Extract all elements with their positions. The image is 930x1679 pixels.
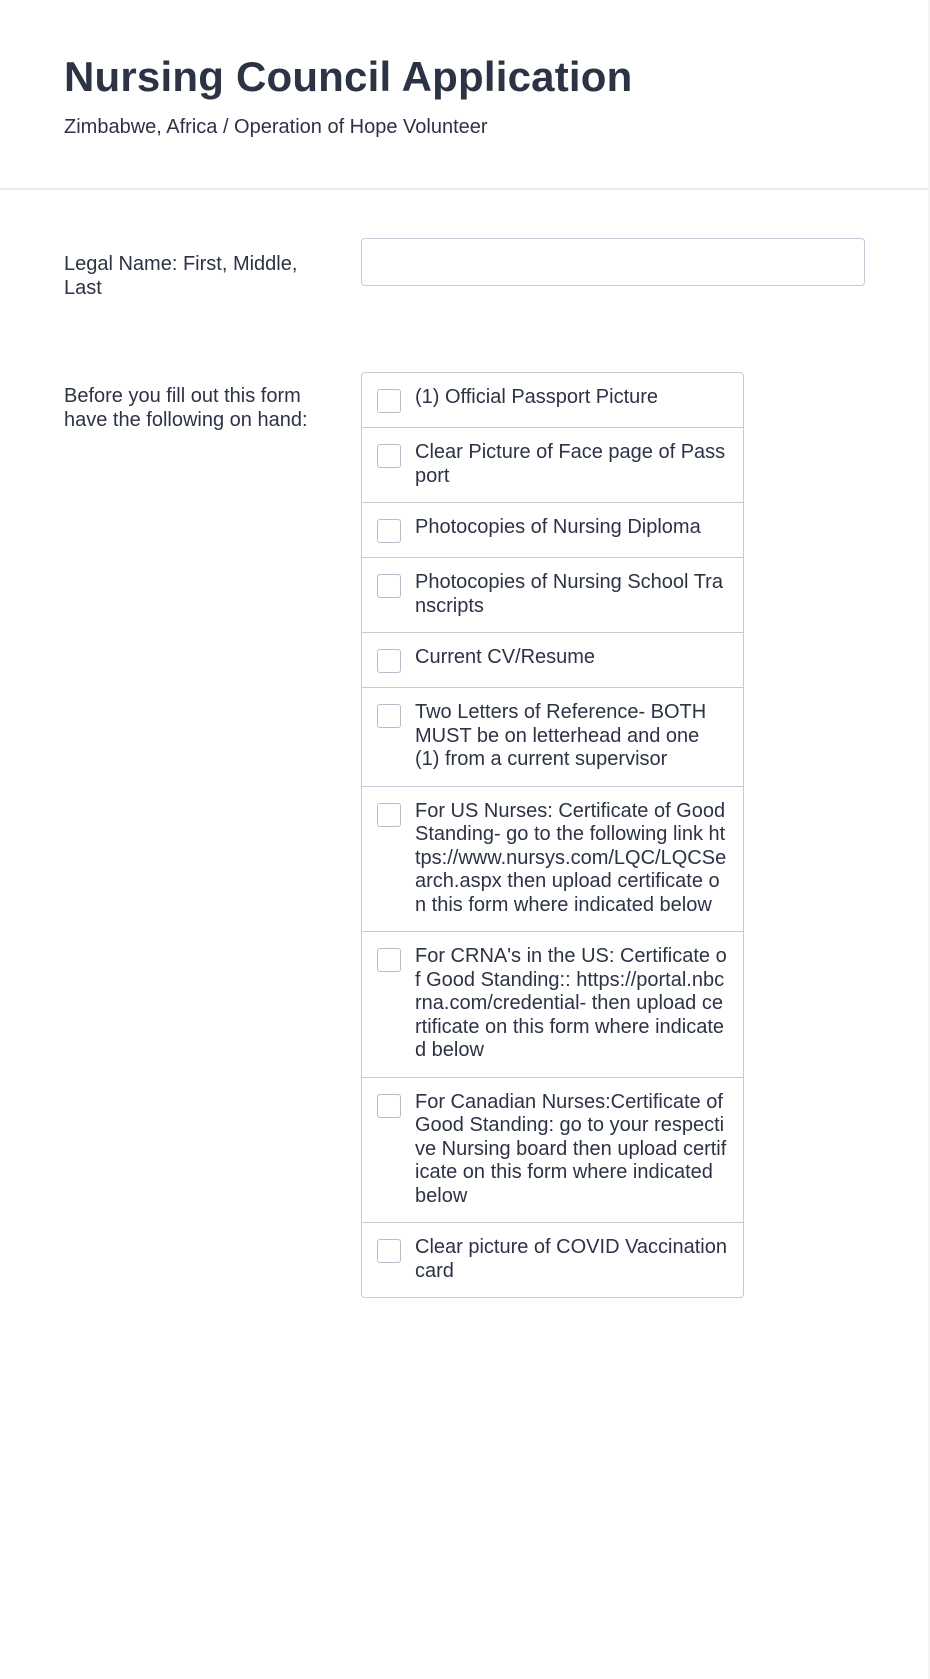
checkbox[interactable] [377,574,401,598]
checklist-option[interactable] [362,1223,743,1297]
checklist-option-label: Photocopies of Nursing Diploma [415,516,701,538]
checklist-option[interactable] [362,373,743,428]
checklist-option[interactable] [362,787,743,933]
checklist-option[interactable] [362,633,743,688]
checkbox[interactable] [377,704,401,728]
checklist-option-label: For CRNA's in the US: Certificate of Good Standing:: https://portal.nbcrna.com/credential- then upload certificate on this form where indicated below [415,945,727,1061]
checkbox[interactable] [377,519,401,543]
checklist-options [361,372,744,1298]
checkbox[interactable] [377,649,401,673]
checklist-option-label: Current CV/Resume [415,646,596,668]
form-title: Nursing Council Application [64,53,633,100]
checklist-label: Before you fill out this form have the following on hand: [64,385,308,431]
checklist-option[interactable] [362,558,743,633]
checklist-option[interactable] [362,688,743,787]
checklist-option[interactable] [362,932,743,1078]
checklist-option-label: For Canadian Nurses:Certificate of Good Standing: go to your respective Nursing board then upload certificate on this form where indicated below [415,1090,727,1207]
checklist-option[interactable] [362,428,743,503]
checklist-option-label: Clear Picture of Face page of Passport [415,441,726,487]
checkbox[interactable] [377,948,401,972]
checkbox[interactable] [377,1239,401,1263]
legal-name-label: Legal Name: First, Middle, Last [64,253,298,299]
checklist-option-label: Photocopies of Nursing School Transcripts [415,571,723,617]
checkbox[interactable] [377,444,401,468]
checklist-option[interactable] [362,503,743,558]
checkbox[interactable] [377,803,401,827]
checklist-option-label: (1) Official Passport Picture [415,386,659,408]
checklist-option-label: For US Nurses: Certificate of Good Standing- go to the following link https://www.nursys.com/LQC/LQCSearch.aspx then upload certificate on this form where indicated below [415,799,727,916]
form-subtitle: Zimbabwe, Africa / Operation of Hope Volunteer [64,116,488,138]
checklist-option-label: Clear picture of COVID Vaccination card [415,1236,727,1282]
checkbox[interactable] [377,389,401,413]
legal-name-input[interactable] [361,238,865,286]
checklist-option-label: Two Letters of Reference- BOTH MUST be on letterhead and one (1) from a current supervisor [415,701,707,770]
form-header [0,0,930,190]
checklist-option[interactable] [362,1078,743,1224]
checkbox[interactable] [377,1094,401,1118]
